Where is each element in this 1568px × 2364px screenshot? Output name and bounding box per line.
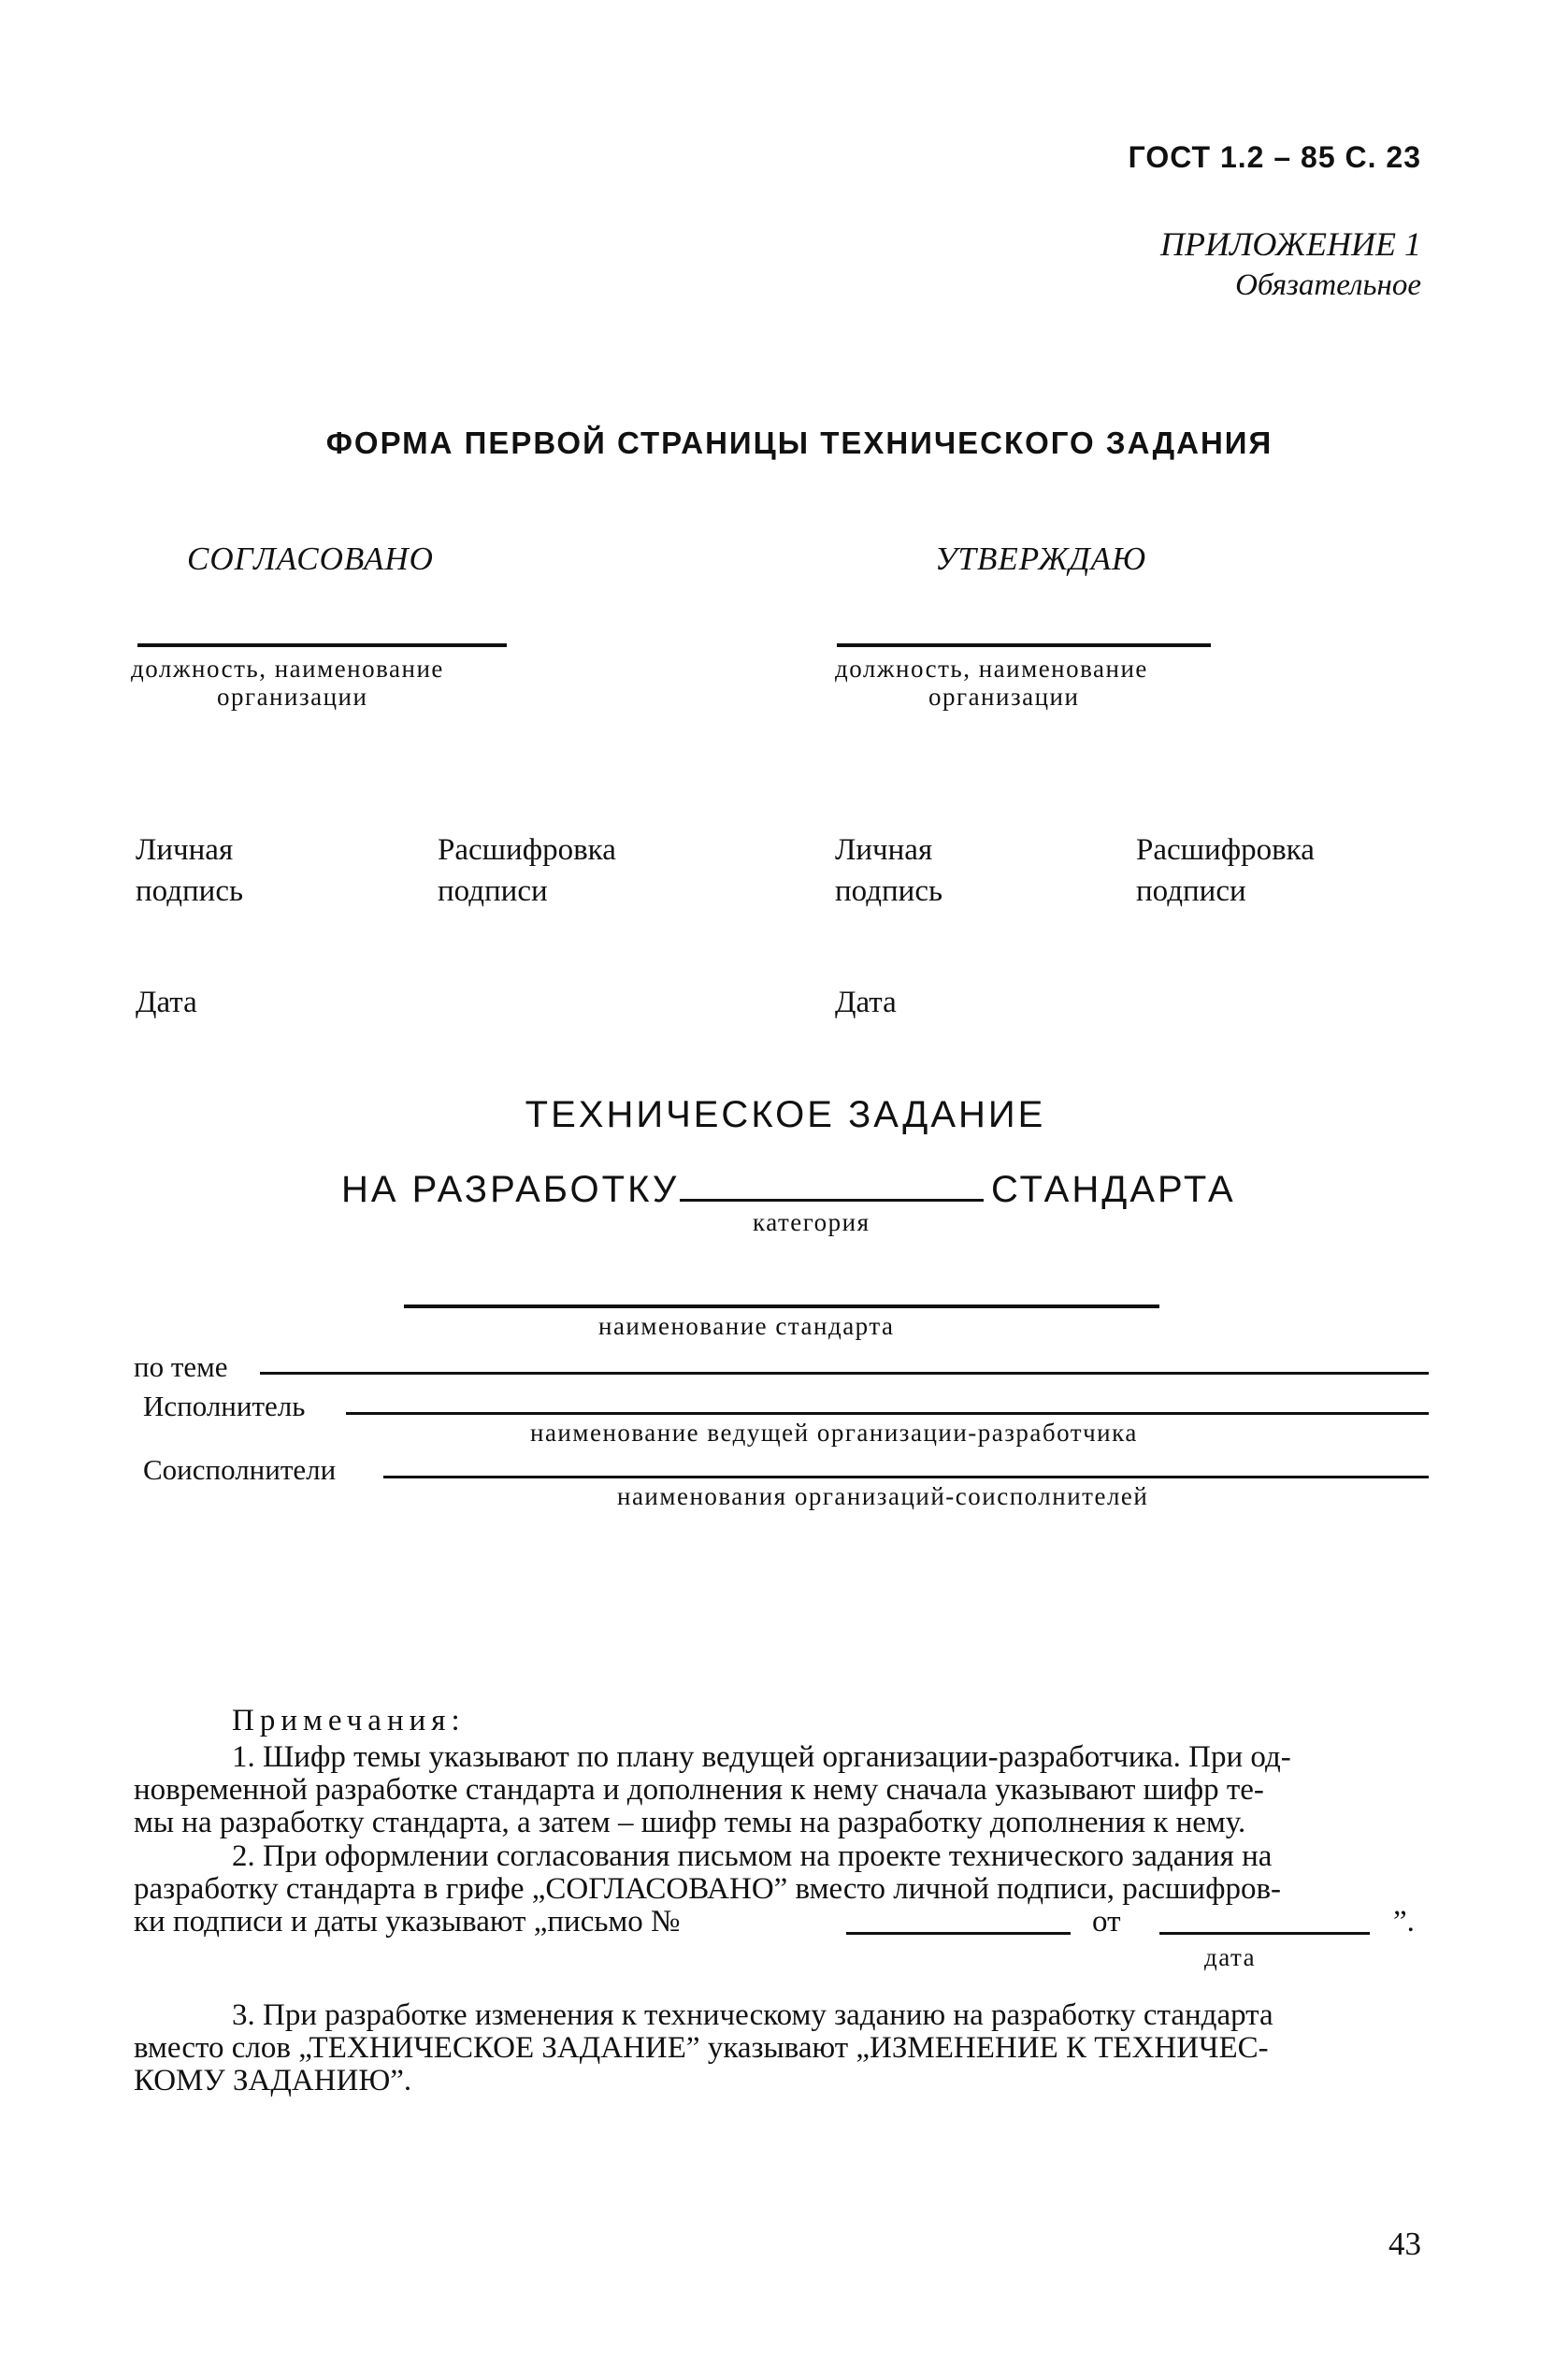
letter-date-caption: дата [1204,1943,1257,1971]
topic-line [260,1372,1429,1375]
approved-personal-line2: подпись [835,874,943,908]
agreed-signature-decode [438,829,616,912]
executor-label: Исполнитель [143,1390,306,1422]
approved-personal-line1: Личная [835,833,933,867]
executor-line [346,1412,1429,1415]
note-3-line1: 3. При разработке изменения к техническому заданию на разработку стандарта [232,1998,1273,2032]
category-caption: категория [753,1208,870,1236]
coexecutors-caption: наименования организаций-соисполнителей [617,1482,1149,1510]
note-2-line3-prefix: ки подписи и даты указывают „письмо № [134,1905,681,1939]
appendix-number: ПРИЛОЖЕНИЕ 1 [1160,225,1421,263]
approved-position-line [837,643,1211,647]
approved-position-caption [835,655,1246,711]
spec-dev-prefix: НА РАЗРАБОТКУ [341,1169,680,1210]
category-line [680,1199,984,1202]
spec-title: ТЕХНИЧЕСКОЕ ЗАДАНИЕ [525,1094,1046,1135]
form-title: ФОРМА ПЕРВОЙ СТРАНИЦЫ ТЕХНИЧЕСКОГО ЗАДАНИЯ [325,425,1273,460]
approved-title: УТВЕРЖДАЮ [935,541,1147,577]
agreed-personal-line2: подпись [136,874,244,908]
agreed-caption-line2: организации [217,683,368,711]
appendix-type: Обязательное [1235,268,1421,302]
note-3-line2: вместо слов „ТЕХНИЧЕСКОЕ ЗАДАНИЕ” указывают „ИЗМЕНЕНИЕ К ТЕХНИЧЕС- [134,2031,1269,2065]
note-1-line2: новременной разработке стандарта и дополнения к нему сначала указывают шифр те- [134,1773,1264,1807]
agreed-date: Дата [136,986,197,1019]
topic-label: по теме [134,1350,228,1383]
agreed-caption-line1: должность, наименование [131,655,444,683]
note-1-line1: 1. Шифр темы указывают по плану ведущей организации-разработчика. При од- [232,1740,1291,1774]
approved-decode-line2: подписи [1136,874,1246,908]
approved-caption-line1: должность, наименование [835,655,1148,683]
approved-decode-line1: Расшифровка [1136,833,1315,867]
standard-name-line [404,1305,1159,1308]
note-1 [134,1741,1429,1839]
agreed-personal-signature [136,829,243,912]
note-2-line2: разработку стандарта в грифе „СОГЛАСОВАНО” вместо личной подписи, расшифров- [134,1872,1282,1906]
note-2 [134,1840,1429,1906]
note-3-line3: КОМУ ЗАДАНИЮ”. [134,2064,412,2097]
standard-reference: ГОСТ 1.2 – 85 С. 23 [1128,140,1421,174]
note-3 [134,1999,1429,2097]
note-2-end: ”. [1393,1905,1415,1939]
executor-caption: наименование ведущей организации-разработчика [530,1419,1138,1447]
letter-date-line [1159,1932,1370,1935]
agreed-decode-line1: Расшифровка [438,833,616,867]
note-2-line1: 2. При оформлении согласования письмом на проекте технического задания на [232,1839,1273,1873]
approved-signature-decode [1136,829,1315,912]
standard-name-caption: наименование стандарта [598,1312,895,1340]
approved-caption-line2: организации [928,683,1080,711]
note-1-line3: мы на разработку стандарта, а затем – шифр темы на разработку дополнения к нему. [134,1806,1246,1839]
agreed-position-line [137,643,507,647]
agreed-position-caption [131,655,542,711]
agreed-personal-line1: Личная [136,833,234,867]
agreed-decode-line2: подписи [438,874,548,908]
letter-number-line [846,1932,1071,1935]
approved-personal-signature [835,829,942,912]
notes-heading: Примечания: [232,1704,466,1737]
agreed-title: СОГЛАСОВАНО [187,541,434,577]
approved-date: Дата [835,986,897,1019]
spec-dev-suffix: СТАНДАРТА [991,1169,1236,1210]
coexecutors-line [383,1476,1429,1478]
page-number: 43 [1388,2226,1421,2262]
coexecutors-label: Соисполнители [143,1453,337,1486]
note-2-from: от [1092,1905,1121,1939]
